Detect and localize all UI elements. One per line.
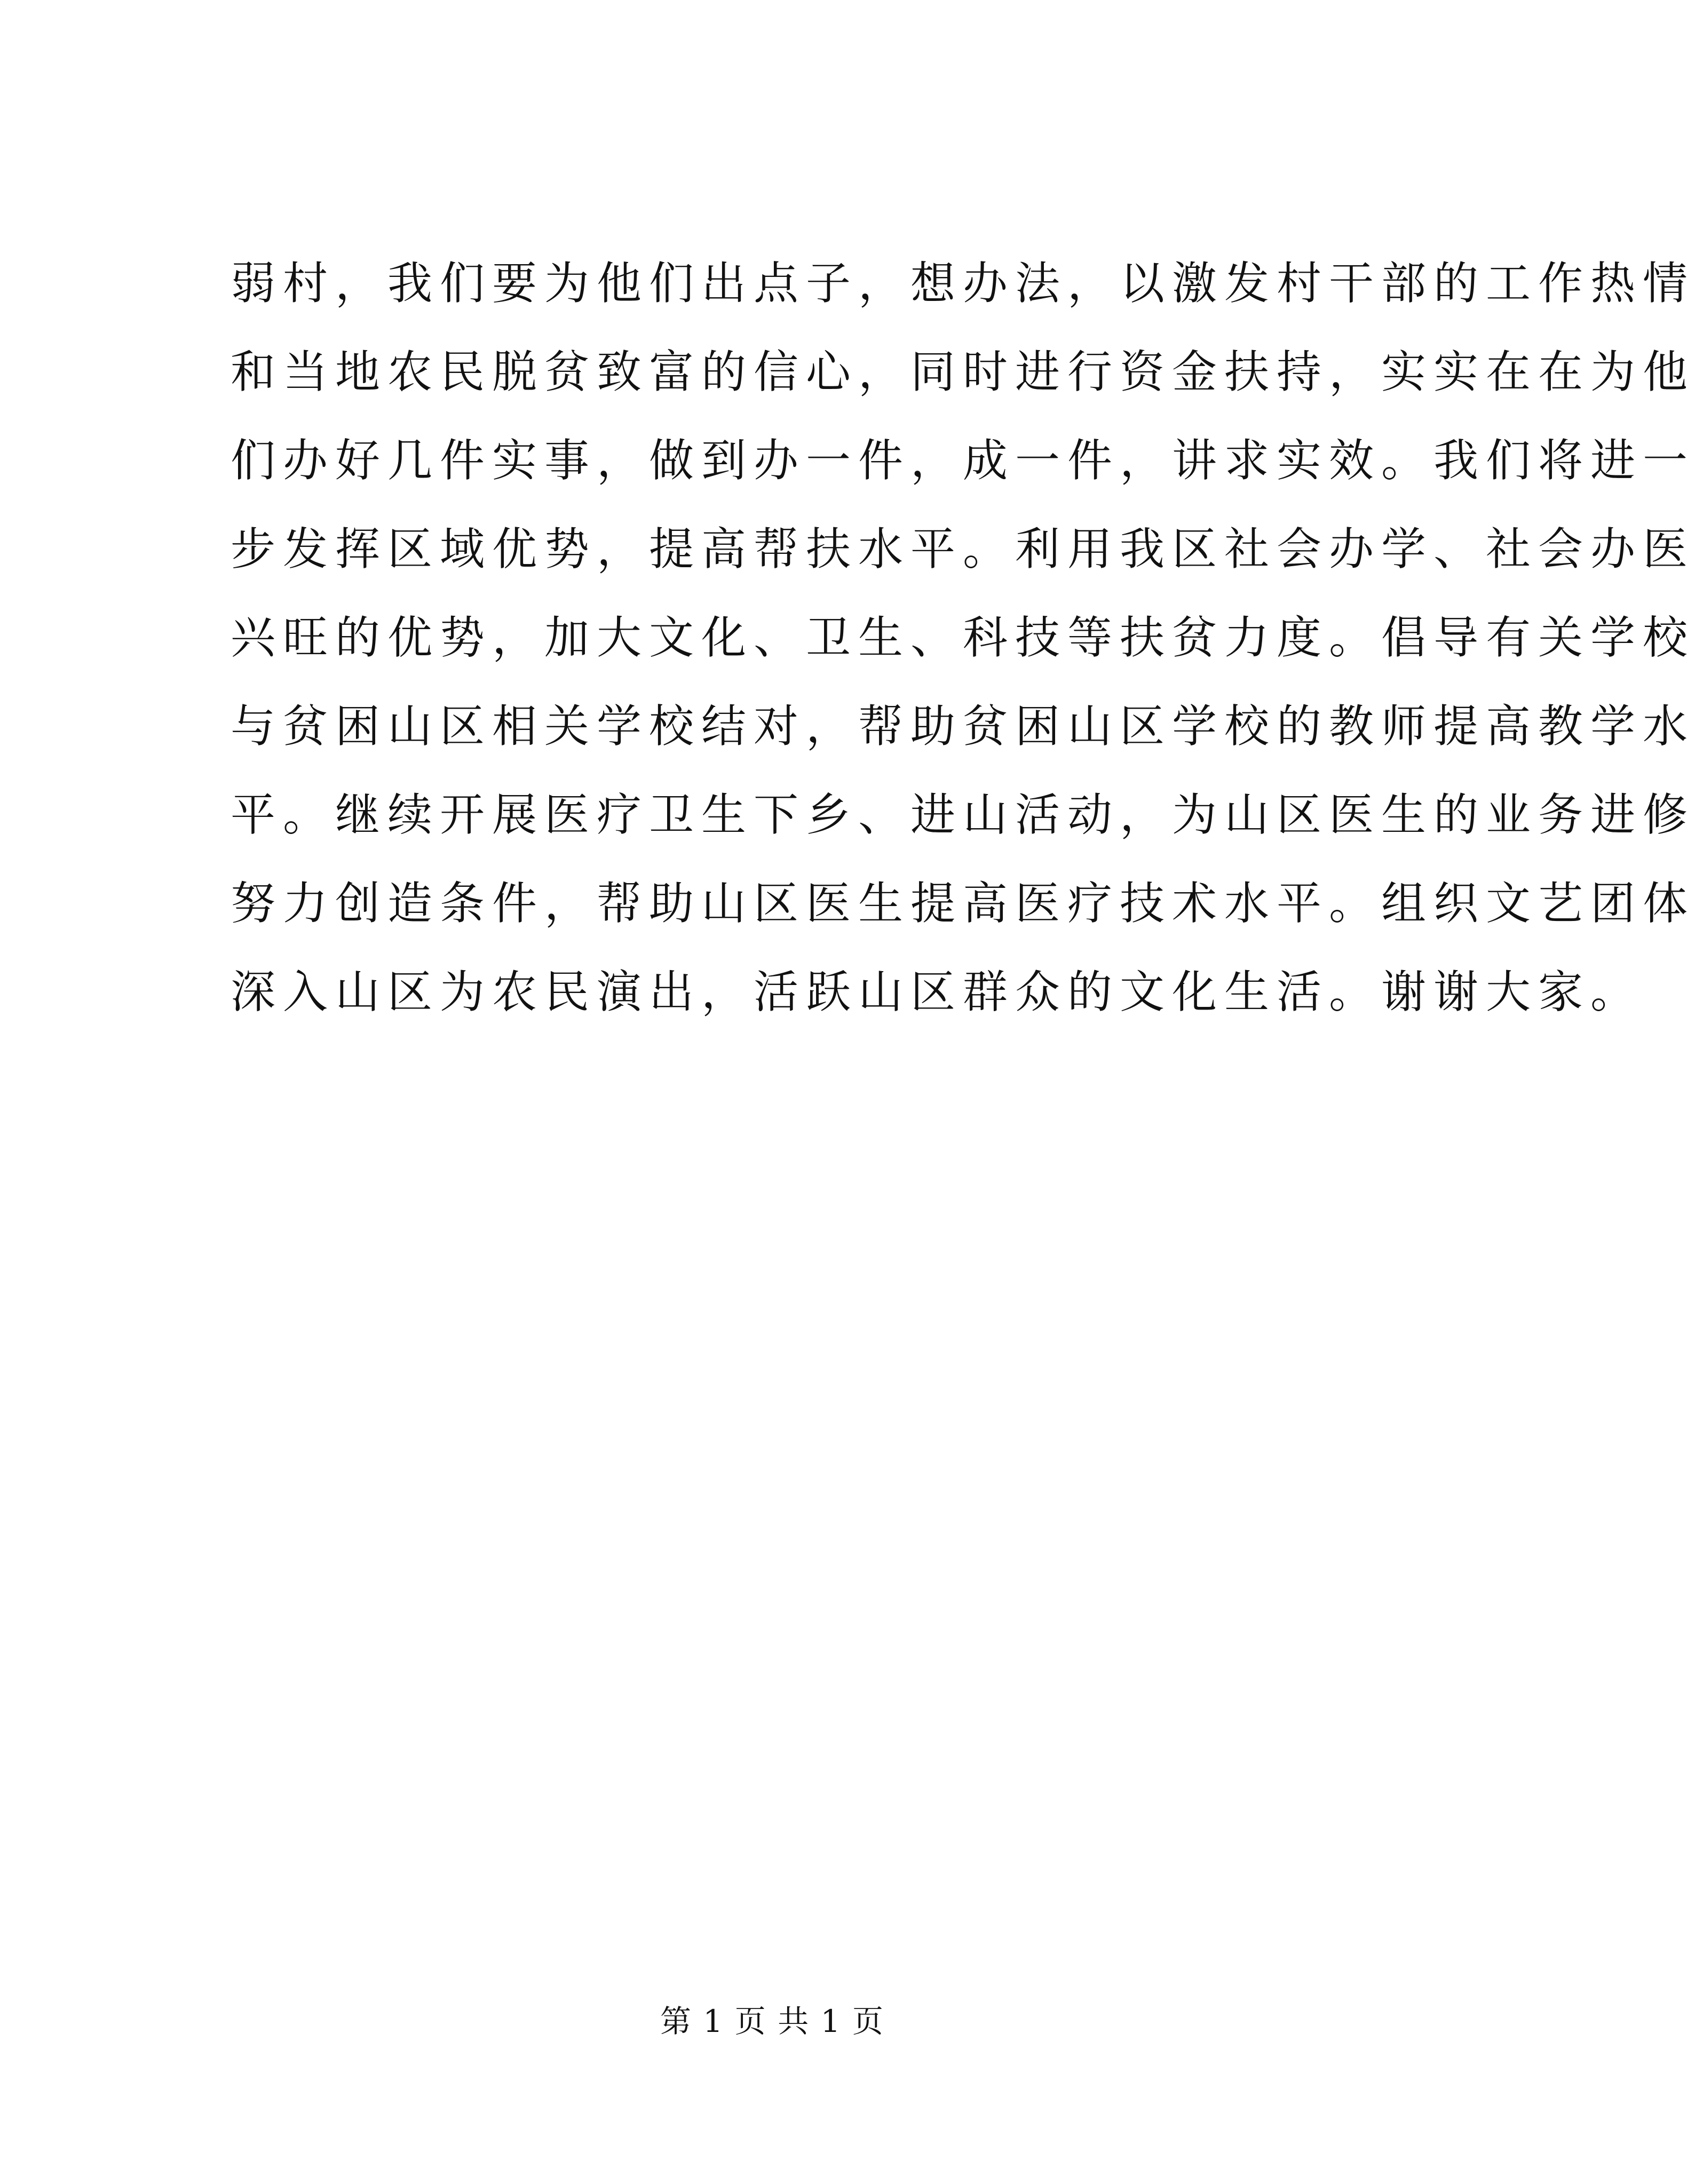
text-line: 弱村，我们要为他们出点子，想办法，以激发村干部的工作热情 [231,257,1695,309]
text-line: 和当地农民脱贫致富的信心，同时进行资金扶持，实实在在为他 [231,346,1695,398]
text-line: 努力创造条件，帮助山区医生提高医疗技术水平。组织文艺团体 [231,877,1695,930]
text-line: 们办好几件实事，做到办一件，成一件，讲求实效。我们将进一 [231,434,1695,487]
body-text [231,239,1695,1036]
text-line: 步发挥区域优势，提高帮扶水平。利用我区社会办学、社会办医 [231,523,1695,575]
text-line: 兴旺的优势，加大文化、卫生、科技等扶贫力度。倡导有关学校 [231,611,1695,664]
page-footer: 第 1 页 共 1 页 [660,2003,884,2039]
text-line: 深入山区为农民演出，活跃山区群众的文化生活。谢谢大家。 [231,966,1643,1018]
text-line: 平。继续开展医疗卫生下乡、进山活动，为山区医生的业务进修 [231,789,1695,841]
text-line: 与贫困山区相关学校结对，帮助贫困山区学校的教师提高教学水 [231,700,1695,752]
